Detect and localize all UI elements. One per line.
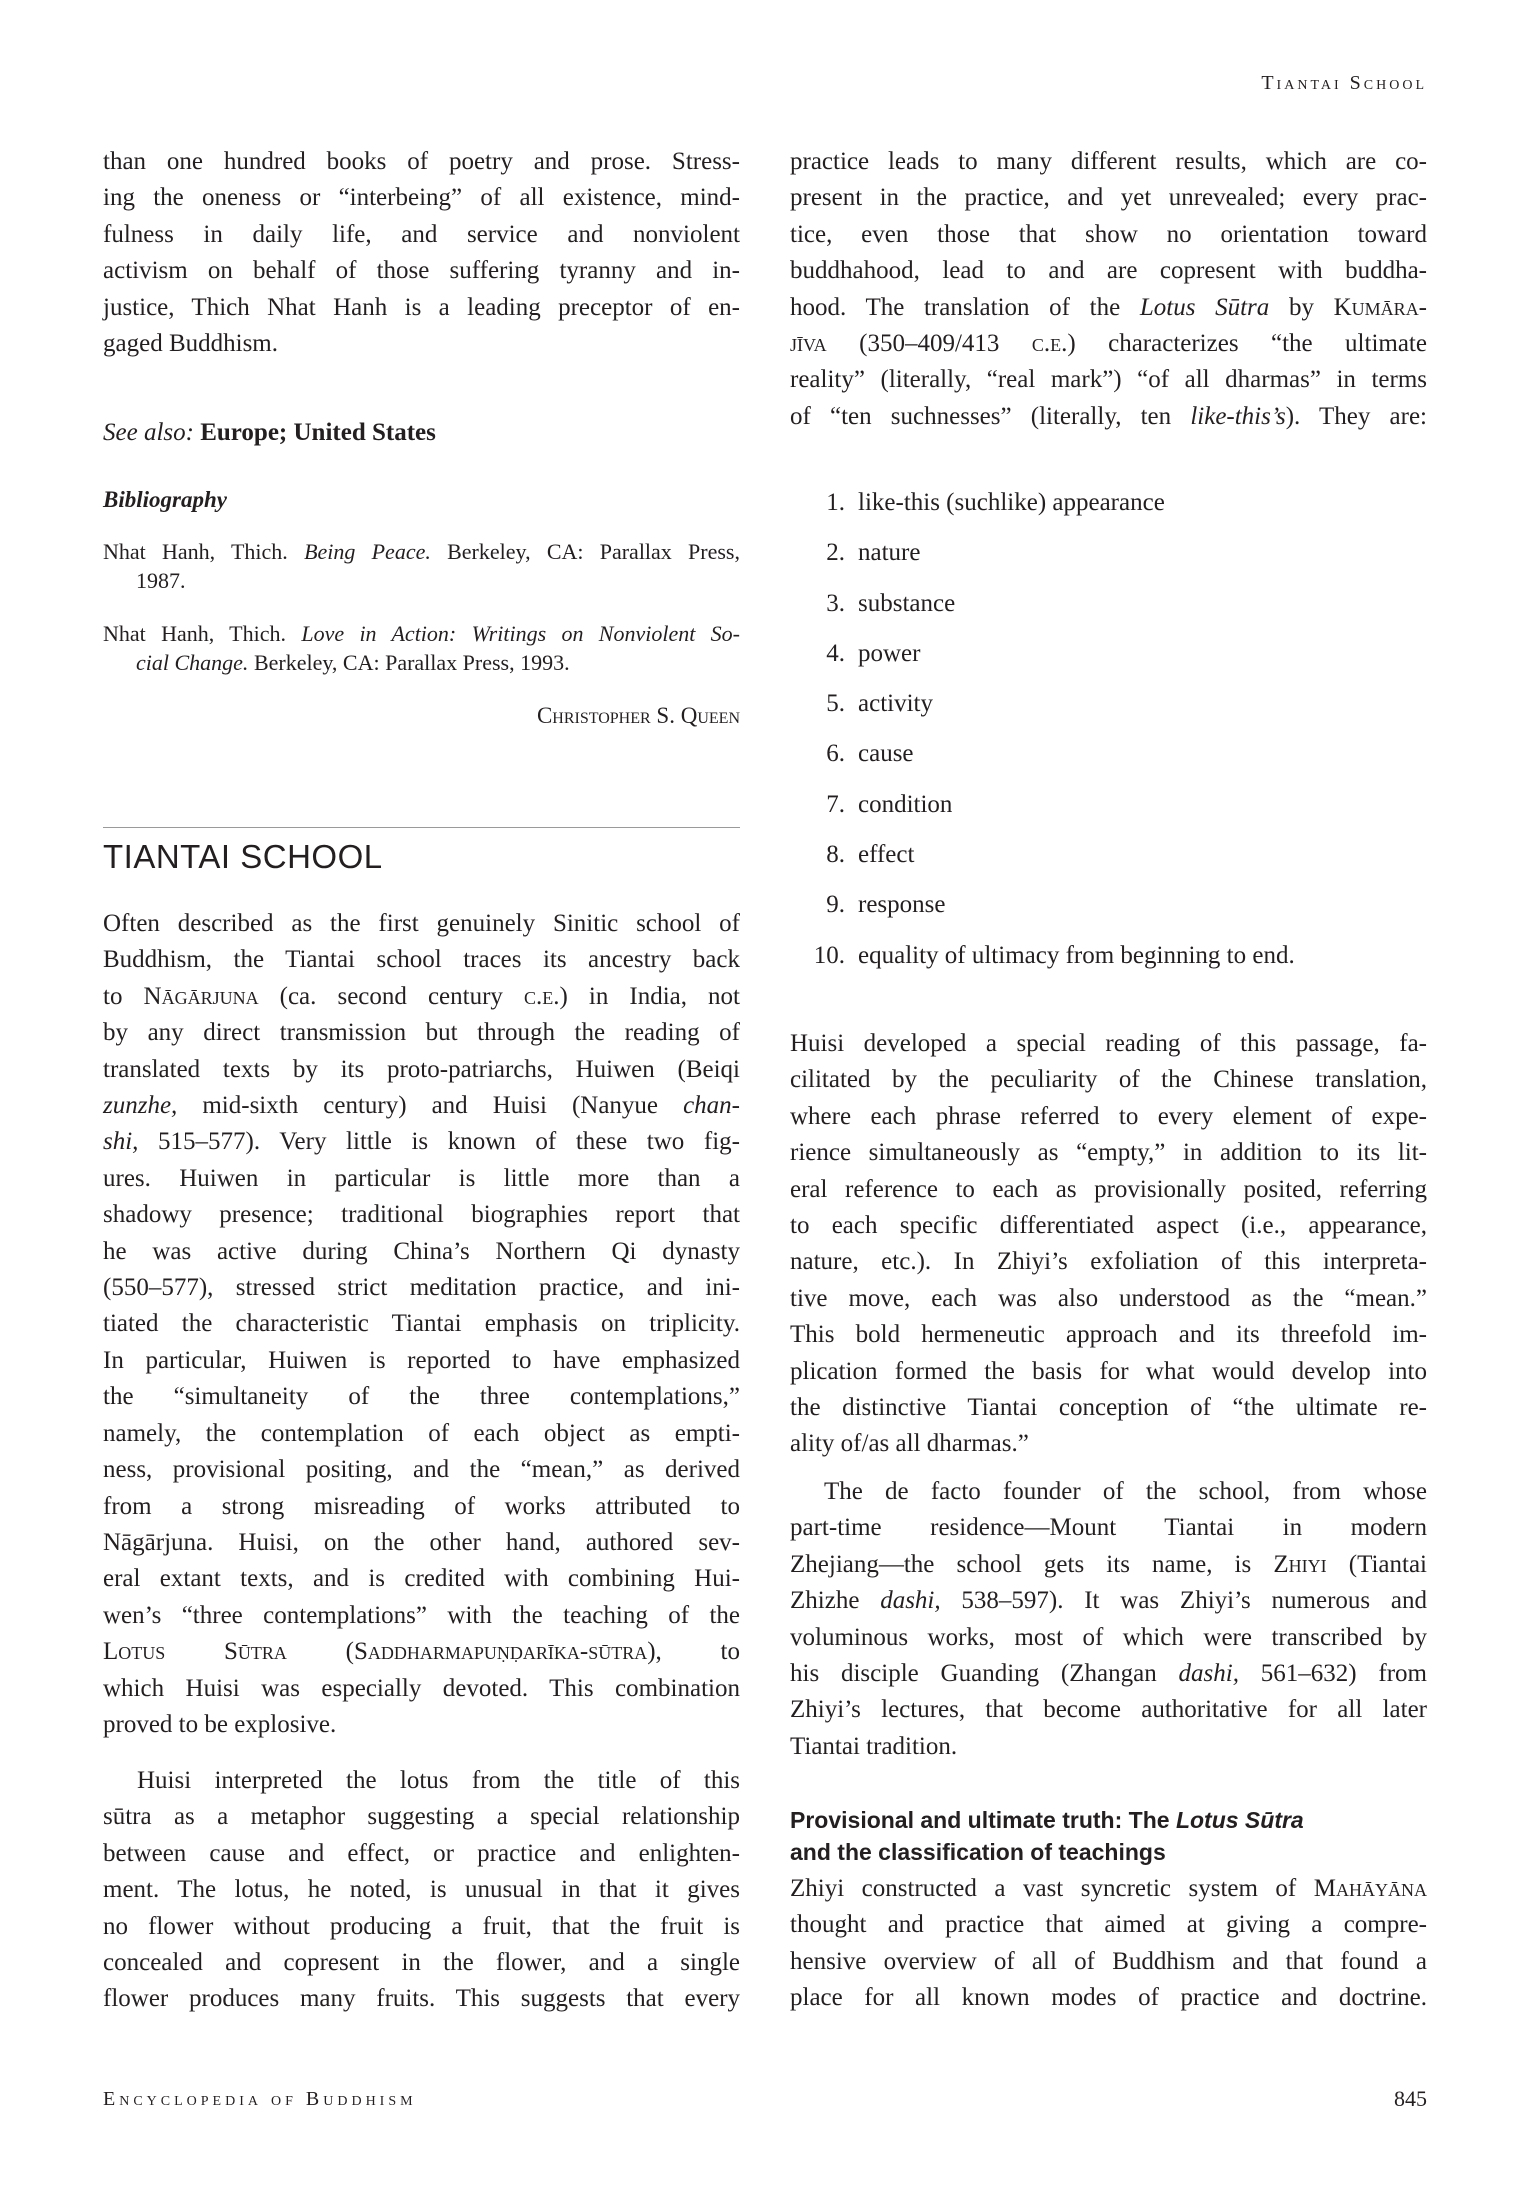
list-item: 4. power bbox=[826, 639, 921, 667]
text-line: and the classification of teachings bbox=[790, 1839, 1166, 1865]
text-line bbox=[103, 1124, 740, 1160]
list-item: 3. substance bbox=[826, 589, 956, 617]
paragraph-zhiyi-system bbox=[790, 1871, 1427, 2017]
text-segment: Zhejiang—the school gets its name, is bbox=[790, 1550, 1274, 1578]
text-line: flower produces many fruits. This suggests that every bbox=[103, 1985, 740, 2013]
list-item: 9. response bbox=[826, 891, 946, 919]
text-line: to each specific differentiated aspect (i.e., appearance, bbox=[790, 1212, 1427, 1240]
text-line: by any direct transmission but through the reading of bbox=[103, 1019, 740, 1047]
list-item: 8. effect bbox=[826, 841, 915, 869]
text-line: where each phrase referred to every element of expe- bbox=[790, 1102, 1427, 1130]
text-line bbox=[103, 648, 740, 677]
text-line bbox=[790, 1583, 1427, 1619]
text-segment: Lotus Sūtra bbox=[103, 1638, 287, 1666]
text-segment: chan- bbox=[683, 1092, 740, 1120]
text-segment: shi, bbox=[103, 1128, 139, 1156]
text-line: This bold hermeneutic approach and its threefold im- bbox=[790, 1321, 1427, 1349]
text-segment: Berkeley, CA: Parallax Press, 1993. bbox=[248, 650, 570, 675]
text-line: the distinctive Tiantai conception of “the ultimate re- bbox=[790, 1394, 1427, 1422]
text-line: In particular, Huiwen is reported to have emphasized bbox=[103, 1346, 740, 1374]
text-line: translated texts by its proto-patriarchs, Huiwen (Beiqi bbox=[103, 1055, 740, 1083]
text-line: justice, Thich Nhat Hanh is a leading preceptor of en- bbox=[103, 293, 740, 321]
text-segment: c.e. bbox=[523, 982, 560, 1010]
author-signature: Christopher S. Queen bbox=[536, 703, 740, 728]
text-segment: Europe; United States bbox=[200, 419, 436, 446]
text-line: fulness in daily life, and service and nonviolent bbox=[103, 220, 740, 248]
list-item: 6. cause bbox=[826, 740, 914, 768]
text-line bbox=[103, 537, 740, 566]
text-line: Nāgārjuna. Huisi, on the other hand, authored sev- bbox=[103, 1528, 740, 1556]
text-line: which Huisi was especially devoted. This combination bbox=[103, 1674, 740, 1702]
text-segment: dashi, bbox=[1178, 1660, 1239, 1688]
text-line: eral reference to each as provisionally posited, referring bbox=[790, 1175, 1427, 1203]
text-segment: zunzhe, bbox=[103, 1092, 178, 1120]
text-line: voluminous works, most of which were transcribed by bbox=[790, 1623, 1427, 1651]
text-segment: mid-sixth century) and Huisi (Nanyue bbox=[177, 1092, 684, 1120]
running-header: Tiantai School bbox=[1261, 72, 1427, 94]
text-line: ness, provisional positing, and the “mean,” as derived bbox=[103, 1456, 740, 1484]
page-number: 845 bbox=[1394, 2086, 1427, 2111]
paragraph-thich-nhat-hanh-end bbox=[103, 144, 740, 362]
text-line bbox=[103, 1088, 740, 1124]
text-line: shadowy presence; traditional biographies report that bbox=[103, 1201, 740, 1229]
text-line: than one hundred books of poetry and prose. Stress- bbox=[103, 148, 740, 175]
text-line: tice, even those that show no orientation toward bbox=[790, 220, 1427, 248]
text-line: Huisi developed a special reading of this passage, fa- bbox=[790, 1030, 1427, 1057]
text-segment: like-this’s bbox=[1190, 402, 1286, 430]
text-line bbox=[790, 1547, 1427, 1583]
text-line bbox=[790, 1804, 1430, 1836]
text-line: he was active during China’s Northern Qi dynasty bbox=[103, 1237, 740, 1265]
text-line: Tiantai tradition. bbox=[790, 1732, 958, 1760]
text-line: concealed and copresent in the flower, and a single bbox=[103, 1949, 740, 1977]
text-line: Often described as the first genuinely Sinitic school of bbox=[103, 910, 740, 937]
text-line bbox=[790, 290, 1427, 326]
section-divider bbox=[103, 827, 740, 828]
text-line: Zhiyi’s lectures, that become authoritative for all later bbox=[790, 1696, 1427, 1724]
text-line: thought and practice that aimed at giving a compre- bbox=[790, 1911, 1427, 1939]
text-line: proved to be explosive. bbox=[103, 1710, 337, 1738]
section-subheading bbox=[790, 1804, 1430, 1868]
text-segment: jīva bbox=[790, 330, 827, 358]
text-segment: ). They are: bbox=[1285, 402, 1427, 430]
text-line bbox=[103, 619, 740, 648]
text-segment: Berkeley, CA: Parallax Press, bbox=[430, 539, 740, 564]
text-line: practice leads to many different results, which are co- bbox=[790, 148, 1427, 175]
text-line: (550–577), stressed strict meditation practice, and ini- bbox=[103, 1274, 740, 1302]
text-segment: ) in India, not bbox=[559, 982, 740, 1010]
paragraph-origins bbox=[103, 906, 740, 1743]
text-segment: Kumāra- bbox=[1333, 293, 1428, 321]
text-line: activism on behalf of those suffering tyranny and in- bbox=[103, 257, 740, 285]
text-line: cilitated by the peculiarity of the Chinese translation, bbox=[790, 1066, 1427, 1094]
paragraph-ten-suchnesses bbox=[790, 144, 1427, 435]
text-line: ality of/as all dharmas.” bbox=[790, 1430, 1029, 1458]
list-item: 5. activity bbox=[826, 690, 933, 718]
text-segment: ( bbox=[286, 1638, 354, 1666]
text-line: ing the oneness or “interbeing” of all existence, mind- bbox=[103, 184, 740, 212]
text-line: from a strong misreading of works attributed to bbox=[103, 1492, 740, 1520]
text-line bbox=[790, 399, 1427, 435]
text-segment: ) characterizes “the ultimate bbox=[1067, 330, 1427, 358]
text-segment: (ca. second century bbox=[258, 982, 524, 1010]
text-line: ment. The lotus, he noted, is unusual in that it gives bbox=[103, 1876, 740, 1904]
text-line: reality” (literally, “real mark”) “of all dharmas” in terms bbox=[790, 366, 1427, 394]
text-line: present in the practice, and yet unrevealed; every prac- bbox=[790, 184, 1427, 212]
text-segment: Mahāyāna bbox=[1313, 1875, 1427, 1902]
text-line: eral extant texts, and is credited with combining Hui- bbox=[103, 1565, 740, 1593]
list-item: 1. like-this (suchlike) appearance bbox=[826, 489, 1165, 516]
text-line bbox=[790, 326, 1427, 362]
text-line: part-time residence—Mount Tiantai in modern bbox=[790, 1514, 1427, 1542]
bibliography-entry bbox=[103, 537, 740, 595]
text-segment: Zhiyi bbox=[1273, 1550, 1327, 1578]
text-line: gaged Buddhism. bbox=[103, 330, 278, 358]
text-line: The de facto founder of the school, from whose bbox=[824, 1478, 1427, 1505]
text-line: nature, etc.). In Zhiyi’s exfoliation of this interpreta- bbox=[790, 1248, 1427, 1276]
text-segment: Nāgārjuna bbox=[143, 982, 259, 1010]
text-segment: Lotus Sūtra bbox=[1175, 1807, 1304, 1833]
text-line bbox=[790, 1871, 1427, 1907]
text-segment: Lotus Sūtra bbox=[1139, 293, 1270, 321]
text-line: tive move, each was also understood as the “mean.” bbox=[790, 1284, 1427, 1312]
text-line: sūtra as a metaphor suggesting a special relationship bbox=[103, 1803, 740, 1831]
text-segment: ), to bbox=[647, 1638, 740, 1666]
text-line: between cause and effect, or practice and enlighten- bbox=[103, 1839, 740, 1867]
text-line: no flower without producing a fruit, that the fruit is bbox=[103, 1912, 740, 1940]
text-segment: his disciple Guanding (Zhangan bbox=[790, 1660, 1179, 1688]
text-line: tiated the characteristic Tiantai emphasis on triplicity. bbox=[103, 1310, 740, 1338]
text-line: rience simultaneously as “empty,” in addition to its lit- bbox=[790, 1139, 1427, 1167]
text-segment: Nhat Hanh, Thich. bbox=[103, 539, 305, 564]
paragraph-huisi-reading bbox=[790, 1026, 1427, 1463]
text-segment: of “ten suchnesses” (literally, ten bbox=[790, 402, 1191, 430]
bibliography-heading: Bibliography bbox=[103, 487, 227, 512]
text-segment: dashi, bbox=[880, 1587, 941, 1615]
text-segment: 538–597). It was Zhiyi’s numerous and bbox=[940, 1587, 1427, 1615]
list-item: 2. nature bbox=[826, 539, 921, 567]
text-line: Buddhism, the Tiantai school traces its ancestry back bbox=[103, 946, 740, 974]
text-segment: Saddharmapuṇḍarīka-sūtra bbox=[353, 1638, 648, 1666]
text-line: namely, the contemplation of each object as empti- bbox=[103, 1419, 740, 1447]
text-segment: See also: bbox=[103, 419, 201, 446]
text-segment: (350–409/413 bbox=[826, 330, 1032, 358]
text-segment: by bbox=[1269, 293, 1334, 321]
text-line: hensive overview of all of Buddhism and that found a bbox=[790, 1947, 1427, 1975]
text-segment: Being Peace. bbox=[304, 539, 431, 564]
text-line: 1987. bbox=[136, 568, 186, 593]
text-line bbox=[103, 415, 740, 451]
see-also bbox=[103, 415, 740, 451]
bibliography-entry bbox=[103, 619, 740, 677]
text-line: ures. Huiwen in particular is little more than a bbox=[103, 1164, 740, 1192]
text-line: wen’s “three contemplations” with the teaching of the bbox=[103, 1601, 740, 1629]
text-line: the “simultaneity of the three contemplations,” bbox=[103, 1383, 740, 1411]
text-segment: c.e. bbox=[1031, 330, 1068, 358]
text-segment: Love in Action: Writings on Nonviolent So- bbox=[301, 621, 741, 646]
text-segment: 561–632) from bbox=[1238, 1660, 1427, 1688]
suchness-list bbox=[790, 478, 1427, 981]
footer-book-title: Encyclopedia of Buddhism bbox=[103, 2088, 417, 2110]
text-line: plication formed the basis for what would develop into bbox=[790, 1357, 1427, 1385]
article-title: TIANTAI SCHOOL bbox=[103, 838, 383, 875]
text-segment: Nhat Hanh, Thich. bbox=[103, 621, 302, 646]
text-line: place for all known modes of practice and doctrine. bbox=[790, 1984, 1427, 2012]
paragraph-zhiyi-founder bbox=[790, 1474, 1427, 1765]
text-segment: cial Change. bbox=[136, 650, 249, 675]
text-segment: (Tiantai bbox=[1326, 1550, 1427, 1578]
text-line: buddhahood, lead to and are copresent with buddha- bbox=[790, 257, 1427, 285]
paragraph-lotus-metaphor bbox=[103, 1763, 740, 2018]
text-line bbox=[103, 979, 740, 1015]
text-segment: hood. The translation of the bbox=[790, 293, 1140, 321]
text-segment: Zhizhe bbox=[790, 1587, 881, 1615]
text-line bbox=[790, 1656, 1427, 1692]
text-line bbox=[103, 1634, 740, 1670]
list-item: 7. condition bbox=[826, 790, 953, 818]
text-segment: Provisional and ultimate truth: The bbox=[790, 1807, 1176, 1833]
text-line: Huisi interpreted the lotus from the title of this bbox=[137, 1767, 740, 1794]
text-segment: Zhiyi constructed a vast syncretic system of bbox=[790, 1875, 1314, 1902]
text-segment: to bbox=[103, 982, 144, 1010]
text-segment: 515–577). Very little is known of these two fig- bbox=[138, 1128, 740, 1156]
list-item: 10. equality of ultimacy from beginning to end. bbox=[813, 941, 1295, 969]
